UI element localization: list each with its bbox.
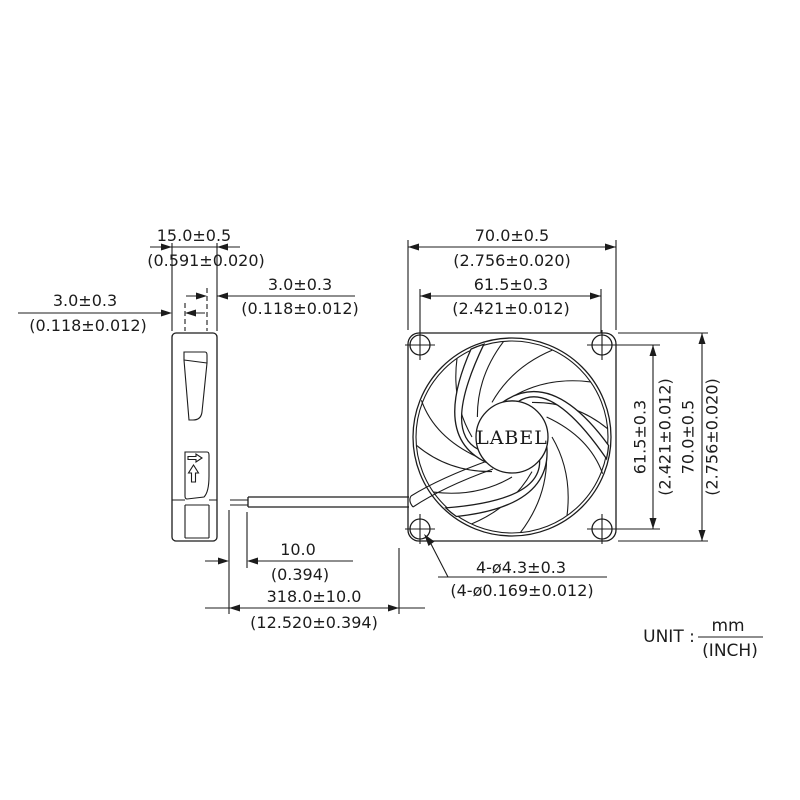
dim-mm: 70.0±0.5 [678,399,698,475]
side-view-frame [172,333,217,541]
unit-inch: (INCH) [702,641,758,661]
dim-inch: (2.421±0.012) [452,299,570,318]
lead-wires [230,497,409,507]
dim-inch: (0.118±0.012) [29,316,147,335]
dim-mm: 15.0±0.5 [156,226,232,245]
fan-front-view [405,330,617,544]
callout-mounting-holes [424,534,607,600]
dim-inch: (2.756±0.020) [702,378,722,496]
unit-note [643,616,763,661]
hub-label: LABEL [476,427,548,449]
dim-inch: (4-ø0.169±0.012) [450,581,594,600]
unit-label: UNIT : [643,627,695,647]
dim-hole-pitch-vertical [614,345,675,529]
dim-mm: 61.5±0.3 [473,275,549,294]
dim-inch: (12.520±0.394) [250,613,378,632]
dim-hole-pitch-horizontal [420,275,601,333]
dim-mm: 70.0±0.5 [474,226,550,245]
dim-inch: (0.394) [270,565,330,584]
dim-mm: 3.0±0.3 [52,291,118,310]
dim-frame-left [18,291,205,335]
fan-side-view [172,333,217,541]
dim-frame-right [186,275,359,331]
dim-inch: (0.118±0.012) [241,299,359,318]
dim-inch: (0.591±0.020) [147,251,265,270]
dim-mm: 3.0±0.3 [267,275,333,294]
dim-inch: (2.756±0.020) [453,251,571,270]
dim-inch: (2.421±0.012) [655,378,675,496]
unit-mm: mm [711,616,745,636]
dim-mm: 61.5±0.3 [630,399,650,475]
dim-mm: 10.0 [280,540,316,559]
dim-mm: 318.0±10.0 [266,587,362,606]
dim-mm: 4-ø4.3±0.3 [475,558,567,577]
